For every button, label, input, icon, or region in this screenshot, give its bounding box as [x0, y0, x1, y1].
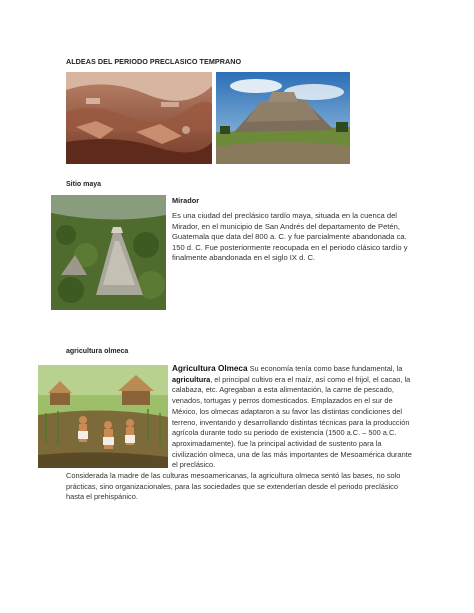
agricultura-bold-word: agricultura	[172, 374, 211, 384]
page-heading: ALDEAS DEL PERIODO PRECLASICO TEMPRANO	[66, 57, 242, 66]
jungle-pyramid-image	[51, 195, 166, 310]
agricultura-olmeca-label: agricultura olmeca	[66, 348, 129, 355]
mirador-paragraph: Es una ciudad del preclásico tardío maya, situada en la cuenca del Mirador, en el municipio de San Andrés del departamento de Petén, Guatemala que data del 800 a. C. y fue parcialmente abandonada ca. 150 d. C. Fue posteriormente reocupada en el periodo clásico tardío y finalmente abandonada en el siglo IX d. C.	[172, 211, 408, 263]
sitio-maya-label: Sitio maya	[66, 181, 102, 188]
ruins-aerial-image	[66, 72, 212, 164]
agricultura-text-part1: Su economía tenía como base fundamental, la	[247, 364, 403, 373]
agricultura-paragraph	[172, 364, 416, 471]
agricultura-paragraph-2: Considerada la madre de las culturas mesoamericanas, la agricultura olmeca sentó las bases, no solo prácticas, sino organizacionales, para las sociedades que se extenderían desde el periodo preclásico hasta el prehispánico.	[66, 471, 401, 502]
agricultura-lead: Agricultura Olmeca	[172, 364, 248, 373]
pyramid-sky-image	[216, 72, 350, 164]
agricultura-text-part2: , el principal cultivo era el maíz, así como el frijol, el cacao, la calabaza, etc. Agregaban a esta alimentación, la carne de pescado, venados, tortugas y perros domesticados. Emplazados en el sur de México, los olmecas adaptaron a su favor las distintas condiciones del terreno, inventando y desarrollando distintas técnicas para la producción agrícola durante todo su periodo de existencia (1500 a.C. – 500 a.C. aproximadamente). fue la principal actividad de sustento para la civilización olmeca, una de las más importantes de Mesoamérica durante el preclásico.	[172, 374, 412, 470]
mirador-title: Mirador	[172, 196, 200, 205]
olmec-farming-image	[38, 365, 168, 468]
